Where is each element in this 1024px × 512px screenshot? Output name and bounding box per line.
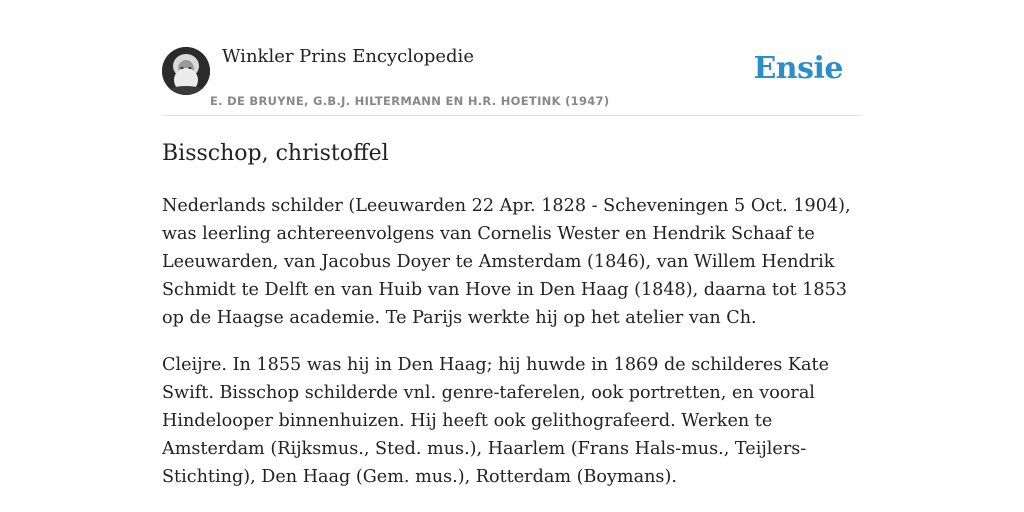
portrait-image bbox=[162, 47, 210, 95]
ensie-logo-link[interactable]: Ensie bbox=[753, 51, 843, 86]
source-header bbox=[162, 0, 862, 116]
page-container bbox=[162, 0, 862, 487]
article-paragraph-1: Nederlands schilder (Leeuwarden 22 Apr. 1828 - Scheveningen 5 Oct. 1904), was leerling achtereenvolgens van Cornelis Wester en Hendrik Schaaf te Leeuwarden, van Jacobus Doyer te Amsterdam (1846), van Willem Hendrik Schmidt te Delft en van Huib van Hove in Den Haag (1848), daarna tot 1853 op de Haagse academie. Te Parijs werkte hij op het atelier van Ch. bbox=[162, 196, 851, 328]
source-authors: E. DE BRUYNE, G.B.J. HILTERMANN EN H.R. HOETINK (1947) bbox=[210, 94, 610, 108]
article-title: Bisschop, christoffel bbox=[162, 141, 389, 166]
author-avatar[interactable] bbox=[162, 47, 210, 95]
source-title[interactable]: Winkler Prins Encyclopedie bbox=[222, 46, 474, 67]
article-paragraph-2: Cleijre. In 1855 was hij in Den Haag; hij huwde in 1869 de schilderes Kate Swift. Bisschop schilderde vnl. genre-taferelen, ook portretten, en vooral Hindelooper binnenhuizen. Hij heeft ook gelithografeerd. Werken te Amsterdam (Rijksmus., Sted. mus.), Haarlem (Frans Hals-mus., Teijlers-Stichting), Den Haag (Gem. mus.), Rotterdam (Boymans). bbox=[162, 355, 829, 487]
